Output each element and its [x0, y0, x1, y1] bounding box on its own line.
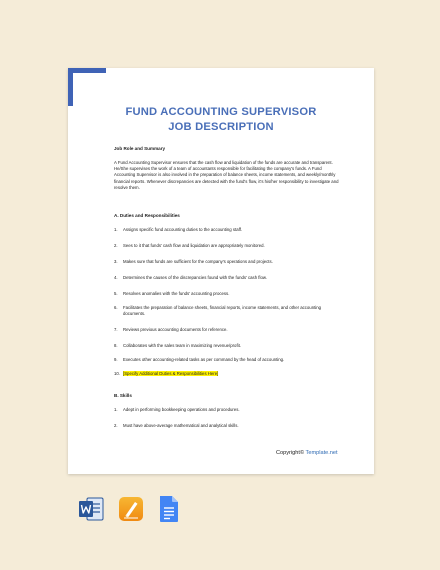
- intro-paragraph: A Fund Accounting Supervisor ensures that the cash flow and liquidation of the funds are accurate and transparent. He/She supervises the work of a team of accountants responsible for facilitating the company's funds. A Fund Accounting Supervisor is also involved in the preparation of balance sheets, income statements, and weekly/monthly financial reports. Whenever discrepancies are detected with the fund's flow, it's his/her responsibility to investigate and resolve them.: [114, 160, 339, 190]
- copyright-notice: [276, 450, 338, 456]
- duty-item: [114, 343, 342, 349]
- duty-item: [114, 327, 342, 333]
- duty-text: Executes other accounting-related tasks as per command by the head of accounting.: [123, 357, 285, 362]
- duty-item: [114, 243, 342, 249]
- document-title-line1: FUND ACCOUNTING SUPERVISOR: [125, 106, 317, 118]
- placeholder-highlight: [Specify Additional Duties & Responsibilities Here]: [123, 371, 219, 376]
- duty-text: Makes sure that funds are sufficient for the company's operations and projects.: [123, 259, 273, 264]
- duty-number: 4.: [114, 275, 118, 280]
- skill-item: [114, 423, 342, 429]
- duty-text: Assigns specific fund accounting duties to the accounting staff.: [123, 227, 243, 232]
- duty-item: [114, 291, 342, 297]
- document-title-line2: JOB DESCRIPTION: [168, 121, 274, 133]
- duty-text: Facilitates the preparation of balance sheets, financial reports, income statements, and other accounting documents.: [123, 305, 322, 317]
- word-icon[interactable]: [78, 496, 104, 522]
- skill-number: 1.: [114, 407, 118, 412]
- duty-text: Collaborates with the sales team in maximizing revenue/profit.: [123, 343, 241, 348]
- google-docs-icon[interactable]: [158, 495, 180, 523]
- duty-item: [114, 275, 342, 281]
- duty-number: 1.: [114, 227, 118, 232]
- corner-accent-vertical: [68, 68, 73, 106]
- duty-item: [114, 357, 342, 363]
- duty-text: Resolves anomalies with the funds' accounting process.: [123, 291, 230, 296]
- duty-number: 8.: [114, 343, 118, 348]
- duty-number: 10.: [114, 371, 120, 376]
- section-b-heading: B. Skills: [114, 393, 132, 398]
- copyright-symbol: ©: [299, 450, 305, 456]
- duty-text: Determines the causes of the discrepancies found with the funds' cash flow.: [123, 275, 267, 280]
- duty-number: 9.: [114, 357, 118, 362]
- document-page: [68, 68, 374, 474]
- pages-icon[interactable]: [118, 496, 144, 522]
- duty-number: 2.: [114, 243, 118, 248]
- duty-item: [114, 227, 342, 233]
- duty-number: 5.: [114, 291, 118, 296]
- duty-item: [114, 259, 342, 265]
- skill-number: 2.: [114, 423, 118, 428]
- corner-accent-horizontal: [68, 68, 106, 73]
- duty-item: [114, 305, 342, 318]
- copyright-label: Copyright: [276, 450, 300, 456]
- skill-item: [114, 407, 342, 413]
- duty-number: 6.: [114, 305, 118, 310]
- role-heading: Job Role and Summary: [114, 146, 166, 151]
- duty-number: 7.: [114, 327, 118, 332]
- skill-text: Must have above-average mathematical and analytical skills.: [123, 423, 239, 428]
- duty-text: Reviews previous accounting documents for reference.: [123, 327, 228, 332]
- duty-text: Sees to it that funds' cash flow and liquidation are appropriately monitored.: [123, 243, 265, 248]
- duty-number: 3.: [114, 259, 118, 264]
- copyright-brand-link[interactable]: Template.net: [305, 450, 338, 456]
- section-a-heading: A. Duties and Responsibilities: [114, 213, 180, 218]
- duty-item: [114, 371, 342, 377]
- skill-text: Adept in performing bookkeeping operations and procedures.: [123, 407, 240, 412]
